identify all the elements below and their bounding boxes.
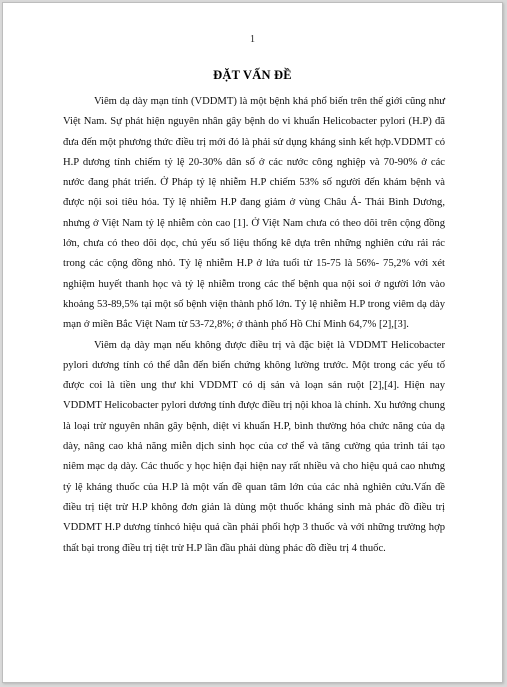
document-body <box>63 92 445 559</box>
paragraph-2: Viêm dạ dày mạn nếu không được điều trị và đặc biệt là VDDMT Helicobacter pylori dương tính có thể dẫn đến biến chứng không lường trước. Một trong các yếu tố được coi là tiền ung thư khi VDDMT có dị sản và loạn sản ruột [2],[4]. Hiện nay VDDMT Helicobacter pylori dương tính được điều trị nội khoa là chính. Xu hướng chung là loại trừ nguyên nhân gây bệnh, diệt vi khuẩn H.P, bình thường hóa chức năng của dạ dày, nâng cao khả năng miễn dịch sinh học của cơ thể và tăng cường qúa trình tái tạo niêm mạc dạ dày. Các thuốc y học hiện đại hiện nay rất nhiều và cho hiệu quả cao nhưng tỷ lệ kháng thuốc của H.P là một vấn đề quan tâm lớn của các nhà nghiên cứu.Vấn đề điều trị tiệt trừ H.P không đơn giản là dùng một thuốc kháng sinh mà phác đồ điều trị VDDMT H.P dương tínhcó hiệu quả cần phải phối hợp 3 thuốc và với những trường hợp thất bại trong điều trị tiệt trừ H.P lần đầu phải dùng phác đồ điều trị 4 thuốc. <box>63 339 445 554</box>
document-page <box>2 2 503 683</box>
document-title: ĐẶT VẤN ĐỀ <box>213 68 292 82</box>
paragraph-1: Viêm dạ dày mạn tính (VDDMT) là một bệnh khá phổ biến trên thế giới cũng như Việt Nam. Sự phát hiện nguyên nhân gây bệnh do vi khuẩn Helicobacter pylori (H.P) đã đưa đến một phương thức điều trị mới đó là phải sử dụng kháng sinh kết hợp.VDDMT có H.P dương tính chiếm tỷ lệ 20-30% dân số ở các nước công nghiệp và 70-90% ở các nước đang phát triển. Ở Pháp tỷ lệ nhiễm H.P chiếm 53% số người đến khám bệnh và được nội soi tiêu hóa. Tỷ lệ nhiễm H.P đang giảm ở vùng Châu Á- Thái Bình Dương, nhưng ở Việt Nam tỷ lệ nhiễm còn cao [1]. Ở Việt Nam chưa có theo dõi trên cộng đồng lớn, chưa có theo dõi dọc, chủ yếu số liệu thống kê dựa trên những nghiên cứu rải rác trong các cộng đồng nhỏ. Tỷ lệ nhiễm H.P ở lứa tuổi từ 15-75 là 56%- 75,2% với xét nghiệm huyết thanh học và tỷ lệ nhiễm trong các thể bệnh qua nội soi ở người lớn vào khoảng 53-89,5% tại một số bệnh viện thành phố lớn. Tỷ lệ nhiễm H.P trong viêm dạ dày mạn ở miền Bắc Việt Nam từ 53-72,8%; ở thành phố Hồ Chí Minh 64,7% [2],[3]. <box>63 96 445 331</box>
page-number: 1 <box>250 34 255 45</box>
